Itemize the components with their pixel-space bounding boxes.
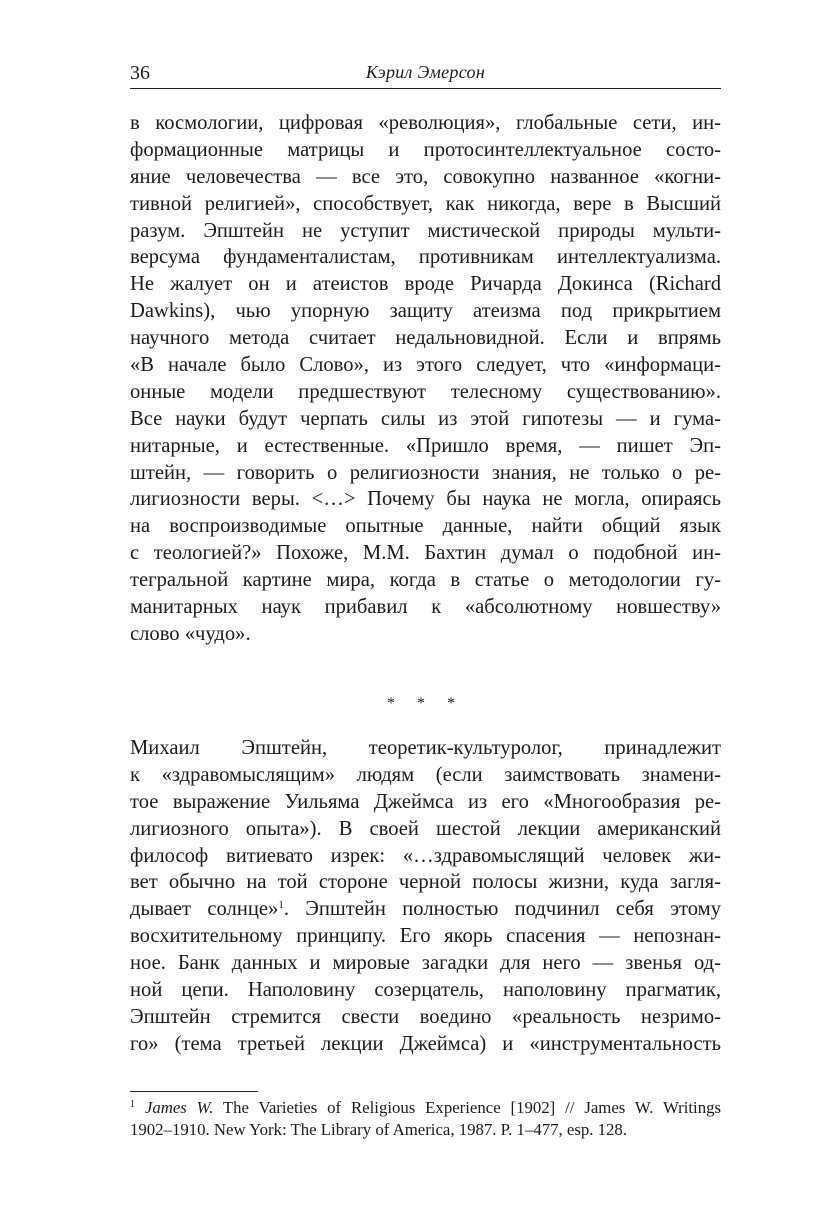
footnote-number: 1 xyxy=(130,1099,135,1110)
text-line: «В начале было Слово», из этого следует, что «информаци- xyxy=(130,354,721,377)
text-line: разум. Эпштейн не уступит мистической природы мульти- xyxy=(130,219,721,242)
text-line: формационные матрицы и протосинтеллектуальное состо- xyxy=(130,138,721,161)
line-text: дывает солнце» xyxy=(130,898,279,921)
text-line: яние человечества — все это, совокупно названное «когни- xyxy=(130,165,721,188)
text-line: с теологией?» Похоже, М.М. Бахтин думал о подобной ин- xyxy=(130,542,721,565)
footnotes xyxy=(130,1097,721,1141)
footnote-reference[interactable]: 1 xyxy=(278,899,284,912)
text-line: лигиозности веры. <…> Почему бы наука не могла, опираясь xyxy=(130,488,721,511)
text-line: философ витиевато изрек: «…здравомыслящий человек жи- xyxy=(130,844,721,867)
page-number: 36 xyxy=(130,62,150,84)
footnote-author: James W. xyxy=(144,1098,214,1117)
text-line: на воспроизводимые опытные данные, найти общий язык xyxy=(130,515,721,538)
text-line: тивной религией», способствует, как никогда, вере в Высший xyxy=(130,192,721,215)
text-line: го» (тема третьей лекции Джеймса) и «инструментальность xyxy=(130,1032,721,1055)
text-line: Dawkins), чью упорную защиту атеизма под прикрытием xyxy=(130,300,721,323)
paragraph-1 xyxy=(130,110,721,648)
text-line: версума фундаменталистам, противникам интеллектуализма. xyxy=(130,246,721,269)
section-separator: * * * xyxy=(387,695,464,712)
text-line: в космологии, цифровая «революция», глобальные сети, ин- xyxy=(130,112,721,134)
page-header xyxy=(130,60,721,89)
text-line: манитарных наук прибавил к «абсолютному новшеству» xyxy=(130,596,721,619)
line-text: . Эпштейн полностью подчинил себя этому xyxy=(283,898,721,921)
text-line: Эпштейн стремится свести воедино «реальность незримо- xyxy=(130,1005,721,1028)
text-line: к «здравомыслящим» людям (если заимствовать знамени- xyxy=(130,763,721,786)
text-line: тегральной картине мира, когда в статье о методологии гу- xyxy=(130,569,721,592)
text-line: вет обычно на той стороне черной полосы жизни, куда загля- xyxy=(130,871,721,894)
text-line: Не жалует он и атеистов вроде Ричарда Докинса (Richard xyxy=(130,273,721,296)
text-line: ное. Банк данных и мировые загадки для него — звенья од- xyxy=(130,952,721,975)
footnote-text: The Varieties of Religious Experience [1902] // James W. Writings xyxy=(222,1098,722,1117)
footnote-line-1 xyxy=(130,1097,721,1119)
text-line: лигиозного опыта»). В своей шестой лекции американский xyxy=(130,817,721,840)
running-head: Кэрил Эмерсон xyxy=(365,62,486,82)
text-line: ной цепи. Наполовину созерцатель, наполовину прагматик, xyxy=(130,979,721,1002)
text-line: научного метода считает недальновидной. Если и впрямь xyxy=(130,327,721,350)
text-line: Все науки будут черпать силы из этой гипотезы — и гума- xyxy=(130,407,721,430)
footnote-line-2: 1902–1910. New York: The Library of America, 1987. P. 1–477, esp. 128. xyxy=(130,1120,628,1139)
text-line: штейн, — говорить о религиозности знания, не только о ре- xyxy=(130,461,721,484)
text-line: Михаил Эпштейн, теоретик-культуролог, принадлежит xyxy=(130,737,721,759)
paragraph-2 xyxy=(130,735,721,1058)
text-line-with-note xyxy=(130,896,721,923)
text-line: тое выражение Уильяма Джеймса из его «Многообразия ре- xyxy=(130,790,721,813)
paragraph-2-lines-before xyxy=(130,735,721,896)
text-line: слово «чудо». xyxy=(130,622,251,645)
footnote-divider xyxy=(130,1091,258,1092)
text-line: нитарные, и естественные. «Пришло время, — пишет Эп- xyxy=(130,434,721,457)
paragraph-2-lines-after xyxy=(130,923,721,1057)
text-line: восхитительному принципу. Его якорь спасения — непознан- xyxy=(130,925,721,948)
text-line: онные модели предшествуют телесному существованию». xyxy=(130,380,721,403)
